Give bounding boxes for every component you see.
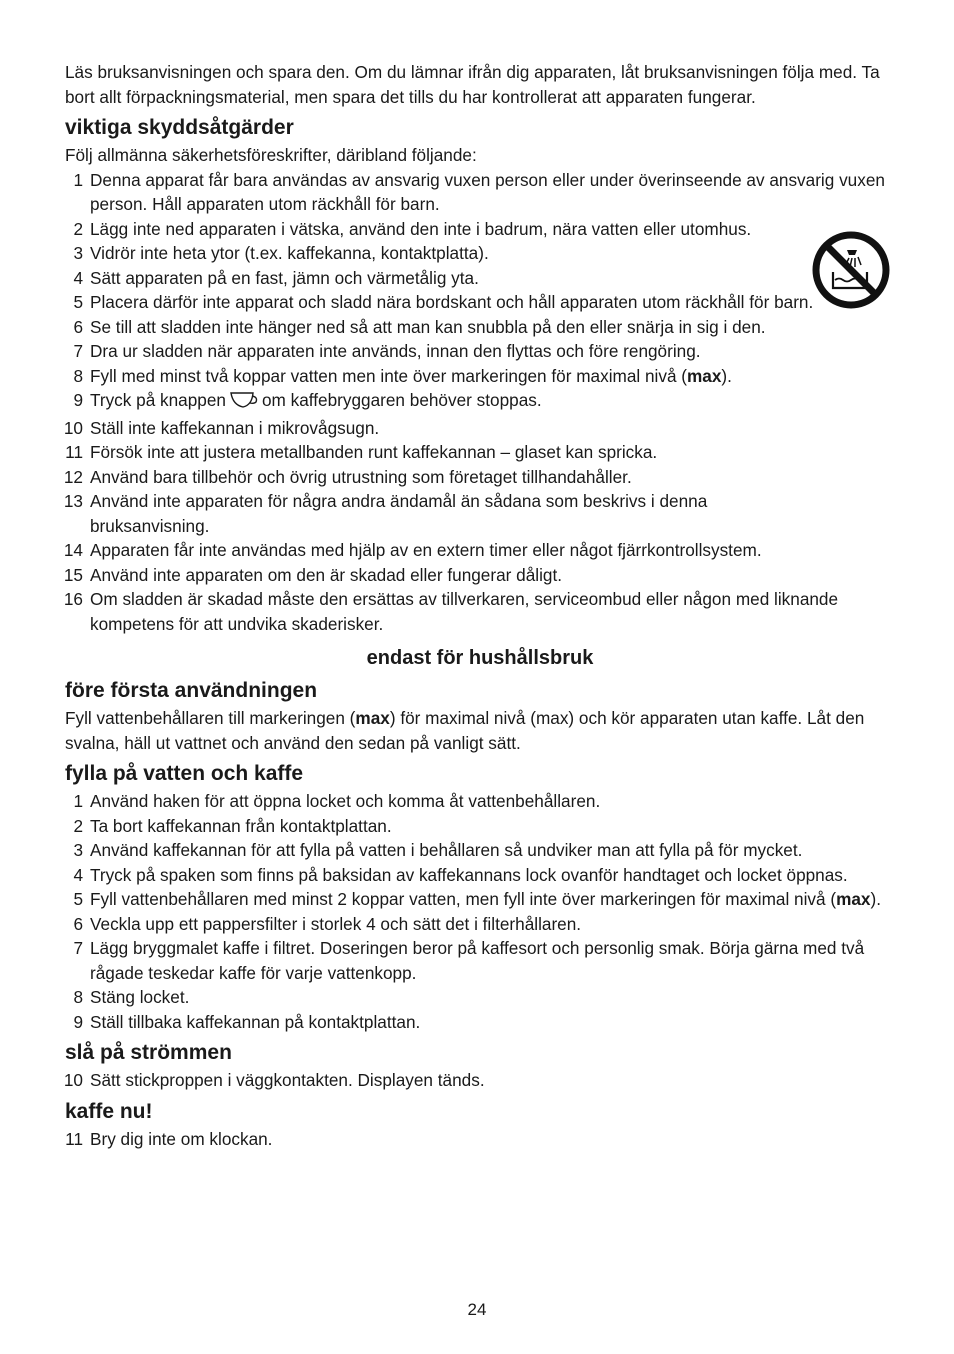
list-item: 8 Fyll med minst två koppar vatten men inte över markeringen för maximal nivå (max). [73, 365, 732, 386]
list-item: 9 Tryck på knappen om kaffebryggaren behöver stoppas. [65, 388, 895, 416]
list-item: 9 Ställ tillbaka kaffekannan på kontaktplattan. [73, 1011, 421, 1032]
household-note: endast för hushållsbruk [366, 647, 594, 669]
list-item: 5 Fyll vattenbehållaren med minst 2 koppar vatten, men fyll inte över markeringen för maximal nivå (max). [73, 889, 881, 909]
list-item: 15 Använd inte apparaten om den är skadad eller fungerar dåligt. [63, 564, 563, 585]
list-item: 3 Vidrör inte heta ytor (t.ex. kaffekanna, kontaktplatta). [73, 243, 489, 263]
first-use-text: Fyll vattenbehållaren till markeringen (max) för maximal nivå (max) och kör apparaten utan kaffe. Låt den svalna, häll ut vattnet och använd den sedan på vanligt sätt. [65, 708, 865, 753]
fill-heading: fylla på vatten och kaffe [65, 762, 304, 785]
document-page [65, 60, 895, 1151]
intro-text: Läs bruksanvisningen och spara den. Om du lämnar ifrån dig apparaten, låt bruksanvisningen följa med. Ta bort allt förpackningsmaterial, men spara det tills du har kontrollerat att apparaten fungerar. [65, 62, 880, 107]
power-heading: slå på strömmen [65, 1041, 232, 1064]
page-number: 24 [467, 1300, 487, 1319]
list-item: 11 Bry dig inte om klockan. [65, 1128, 273, 1149]
list-item: 10 Ställ inte kaffekannan i mikrovågsugn. [63, 417, 380, 438]
list-item: 5 Placera därför inte apparat och sladd nära bordskant och håll apparaten utom räckhåll för barn. [73, 292, 814, 312]
fill-list [65, 789, 895, 1034]
list-item: 10 Sätt stickproppen i väggkontakten. Displayen tänds. [63, 1070, 485, 1090]
list-item: 7 Dra ur sladden när apparaten inte används, innan den flyttas och före rengöring. [73, 341, 701, 361]
coffee-heading: kaffe nu! [65, 1099, 153, 1123]
list-item: 6 Se till att sladden inte hänger ned så att man kan snubbla på den eller snärja in sig i den. [73, 316, 766, 337]
list-item: 7 Lägg bryggmalet kaffe i filtret. Doseringen beror på kaffesort och personlig smak. Börja gärna med två rågade teskedar kaffe för varje vattenkopp. [73, 938, 865, 983]
safety-lead: Följ allmänna säkerhetsföreskrifter, däribland följande: [65, 145, 477, 165]
list-item: 4 Tryck på spaken som finns på baksidan av kaffekannans lock ovanför handtaget och locket öppnas. [73, 864, 848, 885]
safety-heading: viktiga skyddsåtgärder [65, 116, 294, 139]
list-item: 4 Sätt apparaten på en fast, jämn och värmetålig yta. [73, 267, 479, 288]
list-item: 1 Denna apparat får bara användas av ansvarig vuxen person eller under överinseende av ansvarig vuxen person. Håll apparaten utom räckhåll för barn. [73, 169, 885, 214]
list-item: 1 Använd haken för att öppna locket och komma åt vattenbehållaren. [73, 791, 601, 811]
list-item: 11 Försök inte att justera metallbanden runt kaffekannan – glaset kan spricka. [65, 442, 658, 462]
first-use-heading: före första användningen [65, 679, 318, 702]
list-item: 2 Ta bort kaffekannan från kontaktplattan. [73, 815, 392, 836]
list-item: 12 Använd bara tillbehör och övrig utrustning som företaget tillhandahåller. [63, 466, 632, 487]
list-item: 13 Använd inte apparaten för några andra ändamål än sådana som beskrivs i denna bruksanvisning. [63, 491, 708, 536]
no-water-bath-icon [811, 230, 891, 310]
list-item: 16 Om sladden är skadad måste den ersättas av tillverkaren, serviceombud eller någon med liknande kompetens för att undvika skaderisker. [63, 589, 839, 634]
list-item: 8 Stäng locket. [73, 987, 190, 1007]
list-item: 14 Apparaten får inte användas med hjälp av en extern timer eller något fjärrkontrollsystem. [63, 540, 762, 560]
safety-list [65, 168, 895, 637]
cup-button-icon [229, 391, 259, 416]
list-item: 3 Använd kaffekannan för att fylla på vatten i behållaren så undviker man att fylla på för mycket. [73, 840, 803, 860]
list-item: 6 Veckla upp ett pappersfilter i storlek 4 och sätt det i filterhållaren. [73, 913, 582, 934]
list-item: 2 Lägg inte ned apparaten i vätska, använd den inte i badrum, nära vatten eller utomhus. [73, 218, 752, 239]
